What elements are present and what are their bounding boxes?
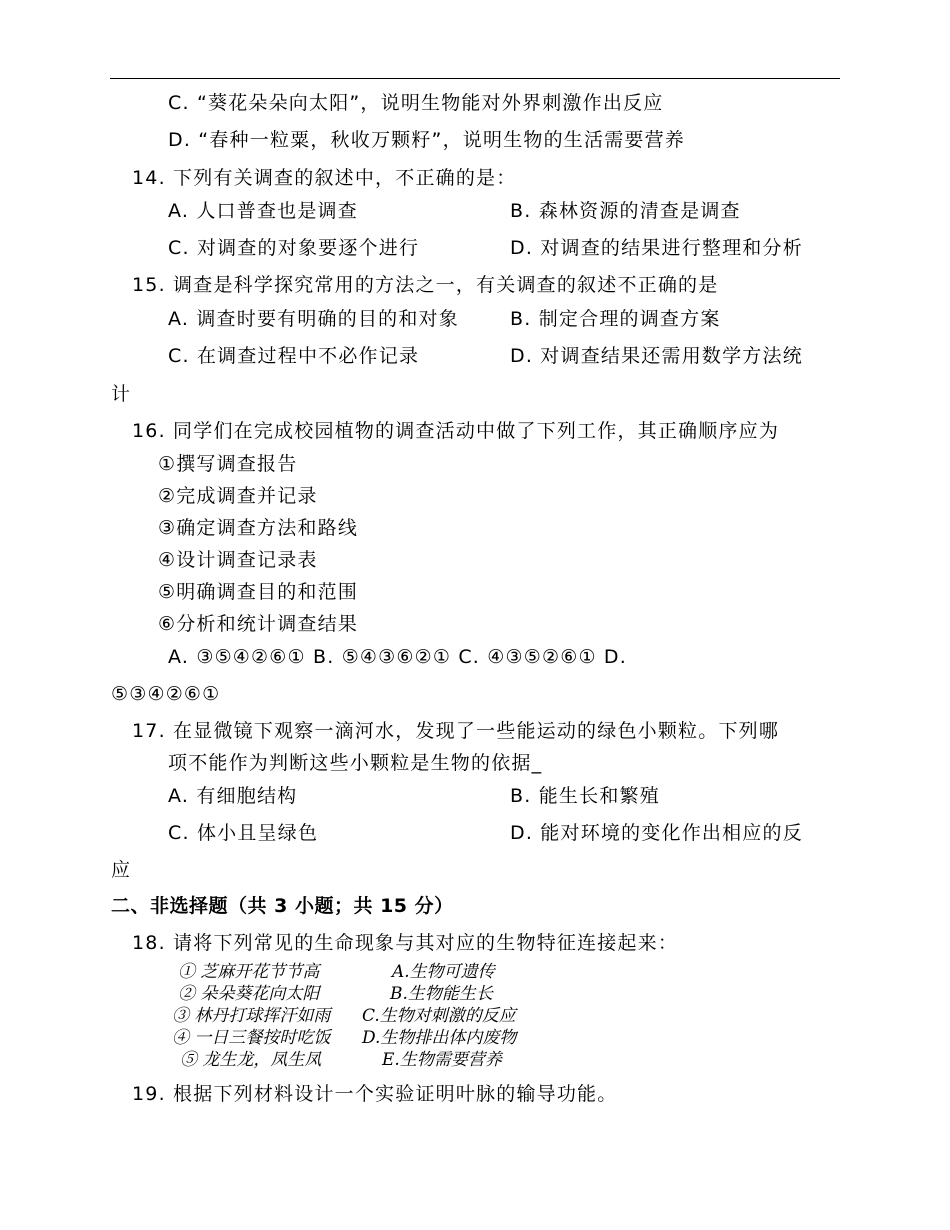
q17-option-d: D. 能对环境的变化作出相应的反 xyxy=(510,822,803,844)
q17-option-a: A. 有细胞结构 xyxy=(168,785,298,807)
q16-step-6: ⑥分析和统计调查结果 xyxy=(158,613,359,635)
q17-option-d-wrap: 应 xyxy=(111,859,132,881)
q15-option-d-wrap: 计 xyxy=(111,383,132,405)
header-rule xyxy=(110,78,840,79)
q16-step-1: ①撰写调查报告 xyxy=(158,453,298,475)
q16-step-4: ④设计调查记录表 xyxy=(158,549,318,571)
q16-options-wrap: ⑤③④②⑥① xyxy=(111,683,221,705)
q18-right-d: D.生物排出体内废物 xyxy=(362,1028,517,1048)
q18-left-3: ③ 林丹打球挥汗如雨 xyxy=(172,1006,331,1026)
q17-stem-line1: 17. 在显微镜下观察一滴河水，发现了一些能运动的绿色小颗粒。下列哪 xyxy=(132,720,780,742)
q16-step-2: ②完成调查并记录 xyxy=(158,485,318,507)
q18-right-b: B.生物能生长 xyxy=(390,984,493,1004)
q18-left-2: ② 朵朵葵花向太阳 xyxy=(178,984,320,1004)
q17-option-b: B. 能生长和繁殖 xyxy=(510,785,660,807)
q16-step-5: ⑤明确调查目的和范围 xyxy=(158,581,359,603)
q13-option-c: C. “葵花朵朵向太阳”，说明生物能对外界刺激作出反应 xyxy=(168,92,664,114)
q18-left-5: ⑤ 龙生龙，凤生凤 xyxy=(180,1050,322,1070)
section-heading: 二、非选择题（共 3 小题；共 15 分） xyxy=(111,895,454,917)
q15-option-d: D. 对调查结果还需用数学方法统 xyxy=(510,345,803,367)
q18-left-4: ④ 一日三餐按时吃饭 xyxy=(172,1028,331,1048)
q15-option-b: B. 制定合理的调查方案 xyxy=(510,308,721,330)
q19-stem: 19. 根据下列材料设计一个实验证明叶脉的输导功能。 xyxy=(132,1083,618,1105)
q14-option-b: B. 森林资源的清查是调查 xyxy=(510,200,741,222)
q16-stem: 16. 同学们在完成校园植物的调查活动中做了下列工作，其正确顺序应为 xyxy=(132,420,780,442)
q13-option-d: D. “春种一粒粟，秋收万颗籽”，说明生物的生活需要营养 xyxy=(168,129,685,151)
q18-right-a: A.生物可遗传 xyxy=(392,962,495,982)
q16-options: A. ③⑤④②⑥① B. ⑤④③⑥②① C. ④③⑤②⑥① D. xyxy=(168,646,627,668)
q18-left-1: ① 芝麻开花节节高 xyxy=(178,962,320,982)
q17-stem-line2: 项不能作为判断这些小颗粒是生物的依据_ xyxy=(168,752,543,774)
q15-stem: 15. 调查是科学探究常用的方法之一，有关调查的叙述不正确的是 xyxy=(132,274,719,296)
q14-option-c: C. 对调查的对象要逐个进行 xyxy=(168,237,420,259)
q14-stem: 14. 下列有关调查的叙述中，不正确的是： xyxy=(132,167,517,189)
q17-option-c: C. 体小且呈绿色 xyxy=(168,822,319,844)
q14-option-a: A. 人口普查也是调查 xyxy=(168,200,358,222)
q15-option-c: C. 在调查过程中不必作记录 xyxy=(168,345,420,367)
q14-option-d: D. 对调查的结果进行整理和分析 xyxy=(510,237,803,259)
q15-option-a: A. 调查时要有明确的目的和对象 xyxy=(168,308,459,330)
q18-stem: 18. 请将下列常见的生命现象与其对应的生物特征连接起来： xyxy=(132,932,679,954)
q18-right-c: C.生物对刺激的反应 xyxy=(362,1006,516,1026)
q16-step-3: ③确定调查方法和路线 xyxy=(158,517,359,539)
q18-right-e: E.生物需要营养 xyxy=(382,1050,502,1070)
